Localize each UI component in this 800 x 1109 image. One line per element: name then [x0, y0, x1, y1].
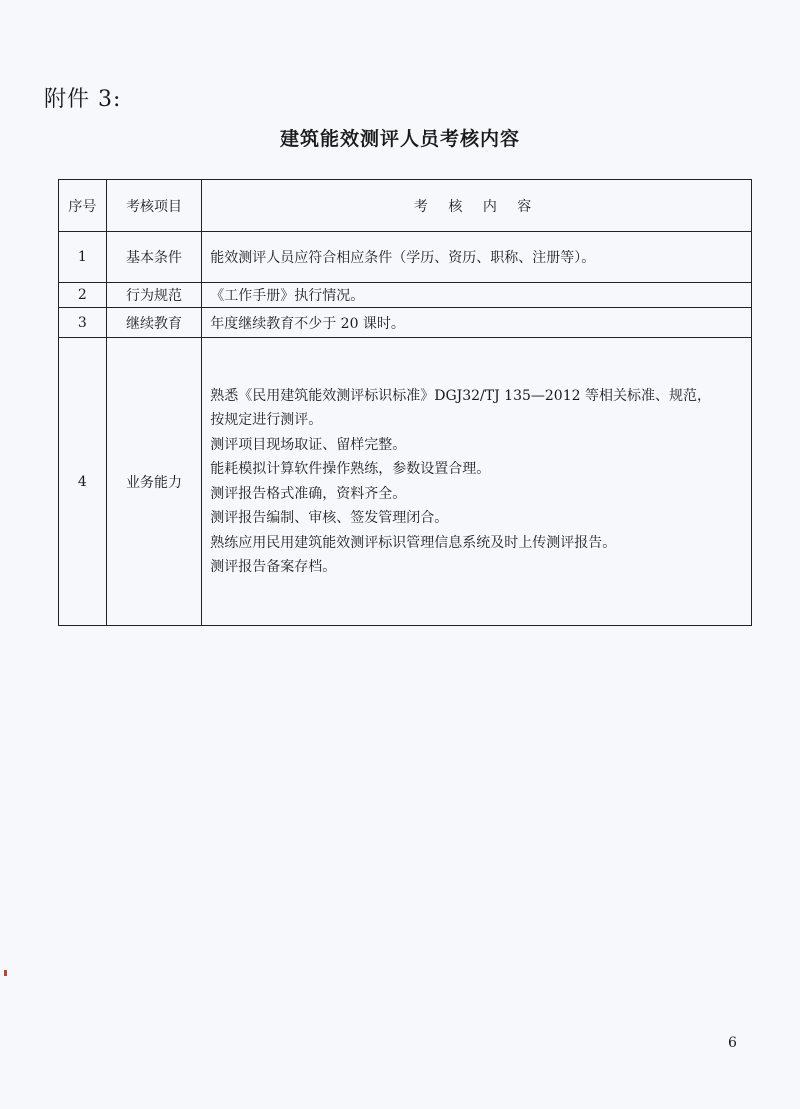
content-line: 熟悉《民用建筑能效测评标识标准》DGJ32/TJ 135—2012 等相关标准、规范，	[210, 387, 711, 404]
document-title: 建筑能效测评人员考核内容	[279, 128, 520, 150]
table-row	[59, 283, 752, 308]
content-line: 测评报告备案存档。	[210, 559, 337, 575]
row-content: 《工作手册》执行情况。	[202, 283, 752, 308]
row-content: 能效测评人员应符合相应条件（学历、资历、职称、注册等）。	[202, 232, 752, 283]
content-line: 按规定进行测评。	[210, 412, 323, 428]
row-seq: 4	[59, 338, 107, 626]
row-item: 行为规范	[106, 283, 201, 308]
table-header-row	[59, 180, 752, 232]
content-line: 能耗模拟计算软件操作熟练，参数设置合理。	[210, 461, 491, 477]
assessment-table	[58, 179, 752, 626]
row-seq: 1	[59, 232, 107, 283]
header-content: 考 核 内 容	[202, 180, 752, 232]
content-line: 测评报告编制、审核、签发管理闭合。	[210, 510, 449, 526]
header-item: 考核项目	[106, 180, 201, 232]
table-row	[59, 338, 752, 626]
page-number: 6	[728, 1035, 737, 1051]
content-line: 测评报告格式准确，资料齐全。	[210, 485, 407, 502]
row-item: 基本条件	[106, 232, 201, 283]
table-row	[59, 308, 752, 338]
content-line: 熟练应用民用建筑能效测评标识管理信息系统及时上传测评报告。	[210, 534, 617, 551]
row-seq: 2	[59, 283, 107, 308]
row-content-list	[202, 338, 752, 626]
table-row	[59, 232, 752, 283]
row-content: 年度继续教育不少于 20 课时。	[202, 308, 752, 338]
scan-edge-mark	[4, 970, 7, 976]
row-item: 业务能力	[106, 338, 201, 626]
header-seq: 序号	[59, 180, 107, 232]
content-line: 测评项目现场取证、留样完整。	[210, 436, 407, 453]
row-item: 继续教育	[106, 308, 201, 338]
row-seq: 3	[59, 308, 107, 338]
attachment-label: 附件 3:	[44, 87, 122, 112]
